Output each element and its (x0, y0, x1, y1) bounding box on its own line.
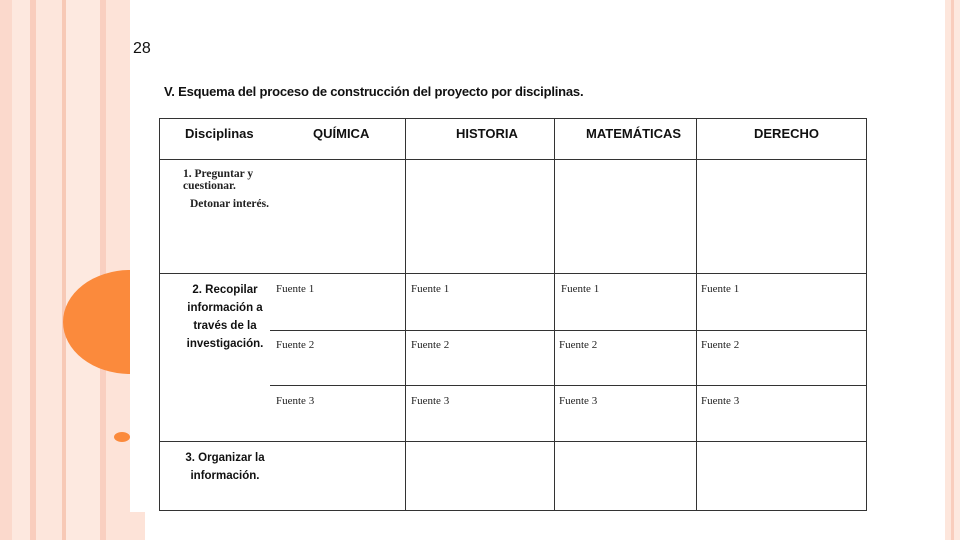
header-matematicas: MATEMÁTICAS (586, 126, 682, 141)
source-cell: Fuente 1 (701, 283, 740, 295)
row-divider (270, 385, 867, 386)
step-1-text: Preguntar y cuestionar. (183, 168, 254, 192)
col-divider (696, 118, 697, 511)
source-cell: Fuente 3 (701, 395, 740, 407)
step-3: 3. Organizar la información. (185, 452, 265, 482)
source-cell: Fuente 2 (701, 339, 740, 351)
source-cell: Fuente 2 (411, 339, 450, 351)
step-2: 2. Recopilar información a través de la investigación. (186, 284, 264, 350)
decorative-stripes-right (945, 0, 960, 540)
header-disciplinas: Disciplinas (185, 126, 254, 141)
row-divider (159, 441, 867, 442)
source-cell: Fuente 3 (411, 395, 450, 407)
header-derecho: DERECHO (754, 126, 820, 141)
orange-dot-decoration (114, 432, 130, 442)
col-divider (405, 118, 406, 511)
source-cell: Fuente 2 (559, 339, 598, 351)
step-1-sub: Detonar interés. (190, 198, 269, 210)
decor-gap (130, 0, 180, 18)
row-divider (159, 159, 867, 160)
step-1-number: 1. (183, 168, 192, 180)
header-historia: HISTORIA (456, 126, 518, 141)
source-cell: Fuente 2 (276, 339, 315, 351)
source-cell: Fuente 3 (559, 395, 598, 407)
source-cell: Fuente 1 (411, 283, 450, 295)
col-divider (554, 118, 555, 511)
step-1 (183, 168, 263, 192)
row-divider (159, 273, 867, 274)
source-cell: Fuente 1 (276, 283, 315, 295)
row-divider (270, 330, 867, 331)
source-cell: Fuente 3 (276, 395, 315, 407)
section-title: V. Esquema del proceso de construcción del proyecto por disciplinas. (164, 84, 584, 99)
header-quimica: QUÍMICA (313, 126, 370, 141)
source-cell: Fuente 1 (561, 283, 600, 295)
slide-number: 28 (133, 40, 151, 57)
